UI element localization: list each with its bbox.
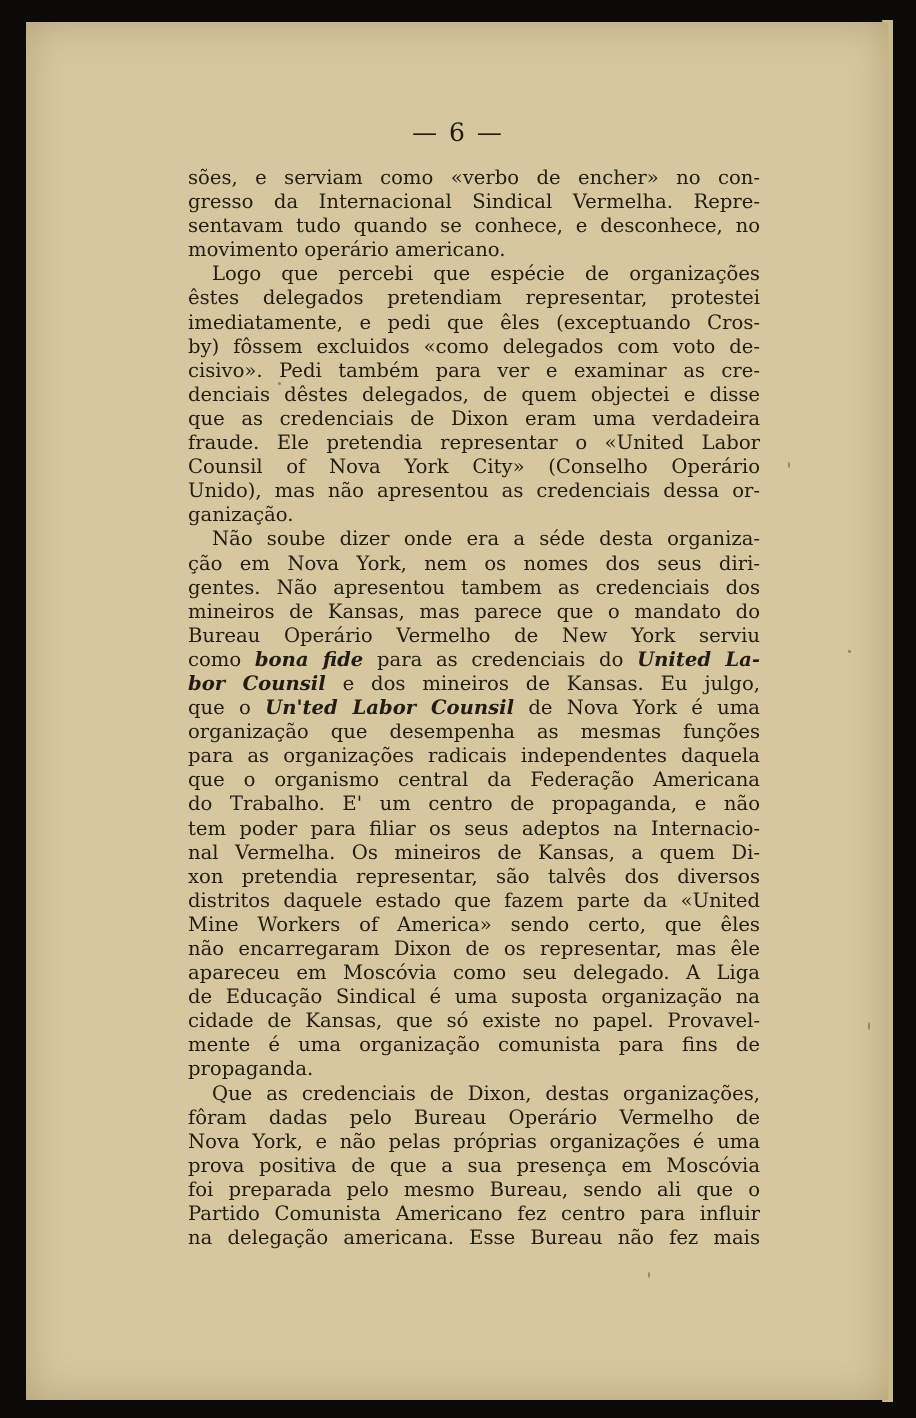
line-segment: que o bbox=[188, 696, 251, 720]
paper-speck bbox=[868, 1022, 870, 1030]
line-segment: para as credenciais do bbox=[376, 647, 624, 671]
line-segment: e dos mineiros de Kansas. Eu julgo, bbox=[342, 671, 760, 695]
text-line: organização que desempenha as mesmas funções bbox=[188, 720, 760, 744]
text-line: nal Vermelha. Os mineiros de Kansas, a quem Di- bbox=[188, 840, 760, 864]
text-line bbox=[188, 696, 760, 720]
text-line: de Educação Sindical é uma suposta organização na bbox=[188, 985, 760, 1009]
text-line: mente é uma organização comunista para fins de bbox=[188, 1033, 760, 1057]
text-line: Mine Workers of America» sendo certo, que êles bbox=[188, 912, 760, 936]
text-line: Não soube dizer onde era a séde desta organiza- bbox=[212, 527, 760, 551]
text-line: êstes delegados pretendiam representar, protestei bbox=[188, 286, 760, 310]
text-line: fôram dadas pelo Bureau Operário Vermelho de bbox=[188, 1105, 760, 1129]
text-line: foi preparada pelo mesmo Bureau, sendo ali que o bbox=[188, 1177, 760, 1201]
text-line: sentavam tudo quando se conhece, e desconhece, no bbox=[188, 214, 760, 238]
text-line: distritos daquele estado que fazem parte da «United bbox=[188, 888, 760, 912]
text-line: na delegação americana. Esse Bureau não fez mais bbox=[188, 1226, 760, 1250]
text-line: não encarregaram Dixon de os representar, mas êle bbox=[188, 937, 760, 960]
text-line: fraude. Ele pretendia representar o «United Labor bbox=[188, 431, 760, 455]
text-line: gentes. Não apresentou tambem as credenciais dos bbox=[188, 575, 760, 599]
text-line bbox=[188, 648, 760, 672]
text-line: para as organizações radicais independentes daquela bbox=[188, 744, 760, 768]
text-line: propaganda. bbox=[188, 1057, 314, 1081]
line-segment: de Nova York é uma bbox=[528, 696, 760, 720]
text-line: Partido Comunista Americano fez centro para influir bbox=[188, 1202, 760, 1226]
text-line: que o organismo central da Federação Americana bbox=[188, 768, 760, 792]
paper-speck bbox=[788, 462, 790, 468]
text-line: Nova York, e não pelas próprias organizações é uma bbox=[188, 1129, 760, 1153]
body-text bbox=[188, 166, 760, 1250]
text-line: do Trabalho. E' um centro de propaganda, e não bbox=[188, 792, 760, 816]
text-line: denciais dêstes delegados, de quem objectei e disse bbox=[188, 382, 760, 406]
text-line: Counsil of Nova York City» (Conselho Operário bbox=[188, 455, 760, 479]
text-line: que as credenciais de Dixon eram uma verdadeira bbox=[188, 406, 760, 430]
text-line: Bureau Operário Vermelho de New York serviu bbox=[188, 623, 760, 647]
text-line: Logo que percebi que espécie de organizações bbox=[212, 262, 760, 286]
italic-term: Un'ted Labor Counsil bbox=[265, 696, 515, 720]
text-line bbox=[188, 672, 760, 696]
text-line: apareceu em Moscóvia como seu delegado. A Liga bbox=[188, 961, 760, 985]
text-line: tem poder para filiar os seus adeptos na Internacio- bbox=[188, 816, 760, 840]
text-line: movimento operário americano. bbox=[188, 238, 506, 262]
italic-term: bona fide bbox=[254, 647, 364, 671]
text-line: sões, e serviam como «verbo de encher» no con- bbox=[188, 166, 760, 189]
text-line: mineiros de Kansas, mas parece que o mandato do bbox=[188, 599, 760, 623]
text-line: gresso da Internacional Sindical Vermelha. Repre- bbox=[188, 190, 760, 214]
text-line: Unido), mas não apresentou as credenciais dessa or- bbox=[188, 479, 760, 503]
text-line: Que as credenciais de Dixon, destas organizações, bbox=[212, 1081, 760, 1105]
text-line: cidade de Kansas, que só existe no papel. Provavel- bbox=[188, 1009, 760, 1033]
text-line: ganização. bbox=[188, 503, 294, 527]
line-segment: como bbox=[188, 647, 242, 671]
text-line: imediatamente, e pedi que êles (exceptuando Cros- bbox=[188, 310, 760, 334]
text-line: xon pretendia representar, são talvês dos diversos bbox=[188, 864, 760, 888]
text-line: cisivo». Pedi também para ver e examinar as cre- bbox=[188, 358, 760, 382]
paper-speck bbox=[848, 650, 851, 653]
text-line: by) fôssem excluidos «como delegados com voto de- bbox=[188, 334, 760, 358]
text-line: prova positiva de que a sua presença em Moscóvia bbox=[188, 1153, 760, 1177]
paper-speck bbox=[648, 1272, 650, 1278]
italic-term: bor Counsil bbox=[188, 671, 326, 695]
page-number: — 6 — bbox=[412, 118, 504, 147]
text-line: ção em Nova York, nem os nomes dos seus diri- bbox=[188, 551, 760, 575]
italic-term: United La- bbox=[637, 647, 760, 671]
